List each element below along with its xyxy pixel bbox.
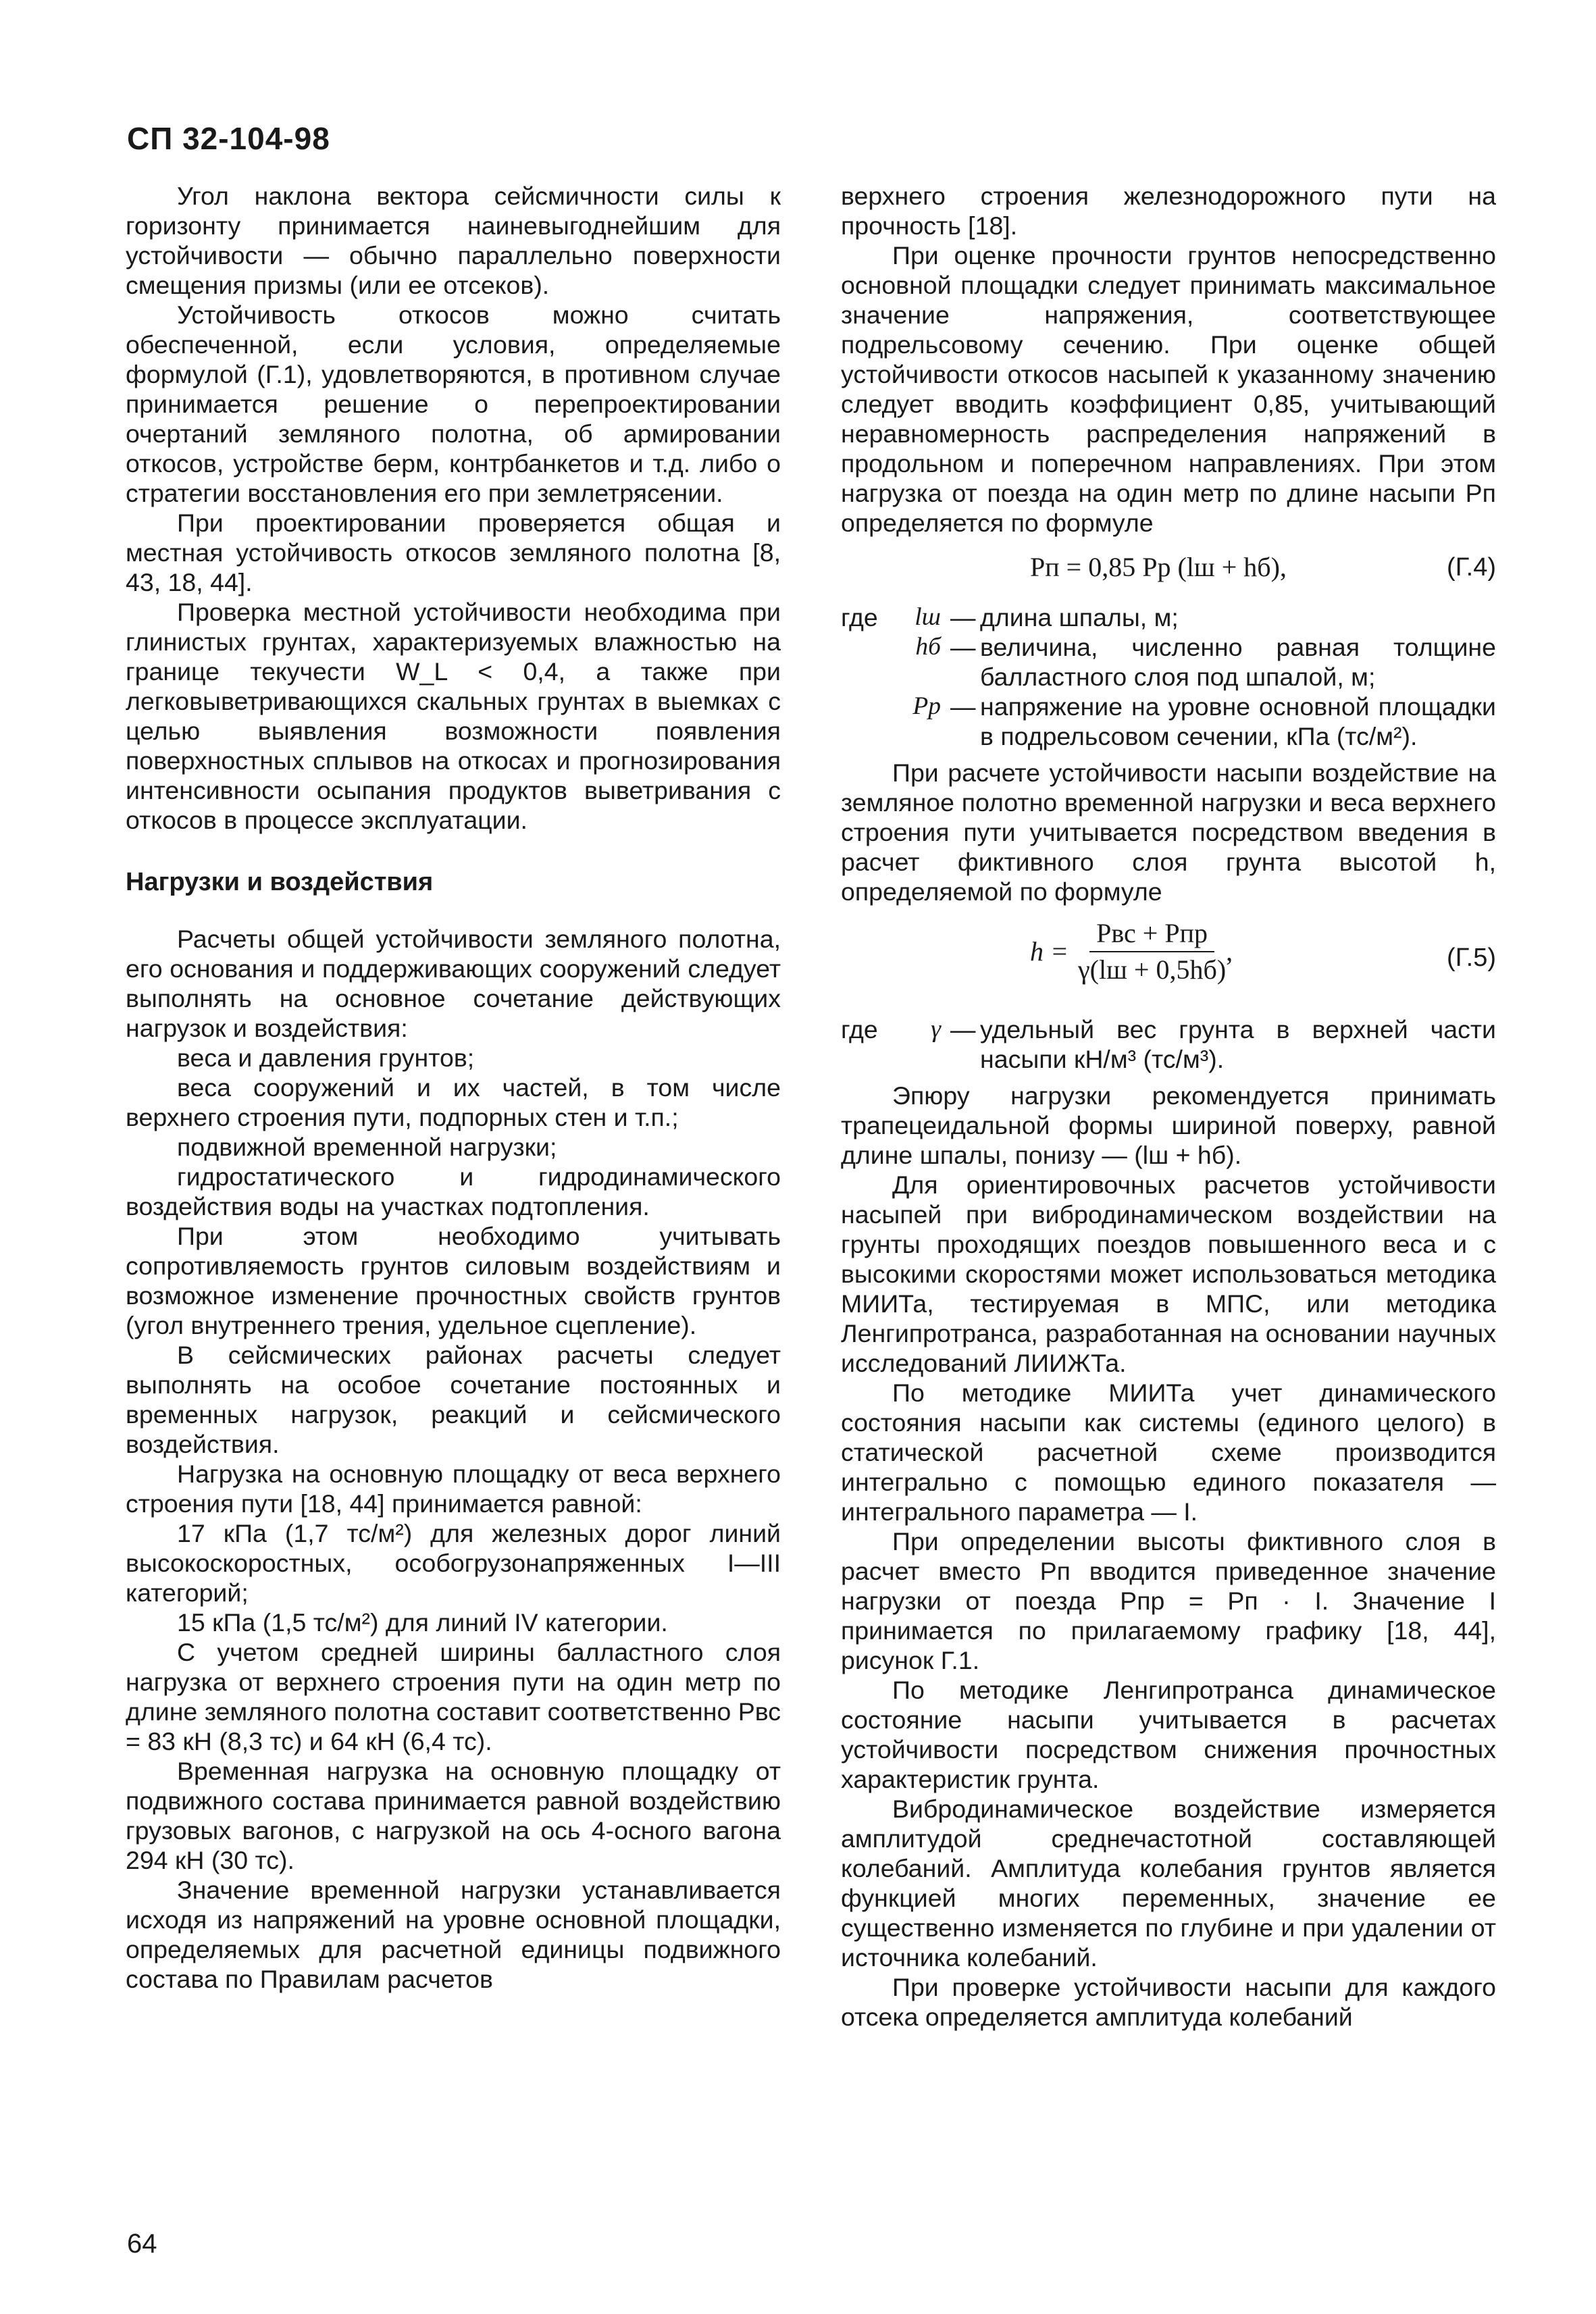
section-heading: Нагрузки и воздействия xyxy=(126,868,434,896)
list-item: 15 кПа (1,5 тс/м²) для линий IV категории. xyxy=(177,1608,668,1637)
definition-symbol: Pр xyxy=(912,692,941,720)
list-item: 17 кПа (1,7 тс/м²) для железных дорог линий высокоскоростных, особогрузонапряженных I—III категорий; xyxy=(126,1519,781,1607)
paragraph: Угол наклона вектора сейсмичности силы к горизонту принимается наиневыгоднейшим для устойчивости — обычно параллельно поверхности смещения призмы (или ее отсеков). xyxy=(126,182,781,299)
paragraph: Значение временной нагрузки устанавливается исходя из напряжений на уровне основной площадки, определяемых для расчетной единицы подвижного состава по Правилам расчетов xyxy=(126,1876,781,1993)
paragraph: В сейсмических районах расчеты следует выполнять на особое сочетание постоянных и временных нагрузок, реакций и сейсмического воздействия. xyxy=(126,1341,781,1458)
paragraph: Эпюру нагрузки рекомендуется принимать трапецеидальной формы шириной поверху, равной длине шпалы, понизу — (lш + hб). xyxy=(841,1081,1496,1169)
paragraph: По методике Ленгипротранса динамическое состояние насыпи учитывается в расчетах устойчивости посредством снижения прочностных характеристик грунта. xyxy=(841,1676,1496,1793)
formula-number: (Г.5) xyxy=(1447,944,1496,972)
paragraph: Временная нагрузка на основную площадку от подвижного состава принимается равной воздействию грузовых вагонов, с нагрузкой на ось 4-осного вагона 294 кН (30 тс). xyxy=(126,1757,781,1874)
paragraph: При расчете устойчивости насыпи воздействие на земляное полотно временной нагрузки и веса верхнего строения пути учитывается посредством введения в расчет фиктивного слоя грунта высотой h, определяемой по формуле xyxy=(841,759,1496,906)
definition-symbol: γ xyxy=(931,1015,941,1043)
definition-dash: — xyxy=(950,603,976,632)
formula-number: (Г.4) xyxy=(1447,553,1496,582)
definition-row xyxy=(841,692,1496,751)
list-item: веса сооружений и их частей, в том числе верхнего строения пути, подпорных стен и т.п.; xyxy=(126,1073,781,1131)
definition-symbol: lш xyxy=(915,603,941,631)
definition-text: удельный вес грунта в верхней части насыпи кН/м³ (тс/м³). xyxy=(980,1015,1496,1073)
formula-g4 xyxy=(841,550,1496,588)
definition-row xyxy=(841,632,1496,692)
formula-expression: Pп = 0,85 Pр (lш + hб), xyxy=(1030,552,1287,582)
fraction-numerator: Pвс + Pпр xyxy=(1089,919,1214,952)
formula-g5 xyxy=(841,919,1496,1000)
definition-dash: — xyxy=(950,633,976,661)
paragraph: При оценке прочности грунтов непосредственно основной площадки следует принимать максимальное значение напряжения, соответствующее подрельсовому сечению. При оценке общей устойчивости откосов насыпей к указанному значению следует вводить коэффициент 0,85, учитывающий неравномерность распределения напряжений в продольном и поперечном направлениях. При этом нагрузка от поезда на один метр по длине насыпи Pп определяется по формуле xyxy=(841,241,1496,537)
definition-text: напряжение на уровне основной площадки в подрельсовом сечении, кПа (тс/м²). xyxy=(980,692,1496,750)
list-item: веса и давления грунтов; xyxy=(177,1044,475,1072)
definition-row xyxy=(841,1014,1496,1074)
definition-text: величина, численно равная толщине балластного слоя под шпалой, м; xyxy=(980,633,1496,691)
definition-symbol: hб xyxy=(915,633,941,661)
formula-expression xyxy=(1030,919,1233,985)
fraction xyxy=(1078,919,1226,985)
paragraph: При определении высоты фиктивного слоя в расчет вместо Pп вводится приведенное значение нагрузки от поезда Pпр = Pп · I. Значение I принимается по прилагаемому графику [18, 44], рисунок Г.1. xyxy=(841,1527,1496,1674)
paragraph: С учетом средней ширины балластного слоя нагрузка от верхнего строения пути на один метр по длине земляного полотна составит соответственно Pвс = 83 кН (8,3 тс) и 64 кН (6,4 тс). xyxy=(126,1638,781,1755)
formula-lhs: h = xyxy=(1030,936,1069,967)
right-column xyxy=(841,181,1496,2032)
definition-text: длина шпалы, м; xyxy=(980,603,1179,632)
left-column xyxy=(126,181,781,1994)
paragraph: верхнего строения железнодорожного пути на прочность [18]. xyxy=(841,182,1496,240)
where-label: где xyxy=(841,1015,878,1044)
paragraph: Нагрузка на основную площадку от веса верхнего строения пути [18, 44] принимается равной: xyxy=(126,1460,781,1518)
list-item: гидростатического и гидродинамического воздействия воды на участках подтопления. xyxy=(126,1162,781,1220)
document-header: СП 32-104-98 xyxy=(127,121,330,156)
paragraph: По методике МИИТа учет динамического состояния насыпи как системы (единого целого) в статической расчетной схеме производится интегрально с помощью единого показателя — интегрального параметра — I. xyxy=(841,1379,1496,1526)
paragraph: При проектировании проверяется общая и местная устойчивость откосов земляного полотна [8, 43, 18, 44]. xyxy=(126,509,781,596)
where-label: где xyxy=(841,603,878,632)
list-item: подвижной временной нагрузки; xyxy=(177,1133,557,1161)
definition-row xyxy=(841,602,1496,632)
definition-dash: — xyxy=(950,692,976,721)
paragraph: Устойчивость откосов можно считать обеспеченной, если условия, определяемые формулой (Г.1), удовлетворяются, в противном случае принимается решение о перепроектировании очертаний земляного полотна, об армировании откосов, устройстве берм, контрбанкетов и т.д. либо о стратегии восстановления его при землетрясении. xyxy=(126,301,781,507)
paragraph: Для ориентировочных расчетов устойчивости насыпей при вибродинамическом воздействии на грунты проходящих поездов повышенного веса и с высокими скоростями может использоваться методика МИИТа, тестируемая в МПС, или методика Ленгипротранса, разработанная на основании научных исследований ЛИИЖТа. xyxy=(841,1171,1496,1377)
paragraph: Проверка местной устойчивости необходима при глинистых грунтах, характеризуемых влажностью на границе текучести W_L < 0,4, а также при легковыветривающихся скальных грунтах в выемках с целью выявления возможности появления поверхностных сплывов на откосах и прогнозирования интенсивности осыпания продуктов выветривания с откосов в процессе эксплуатации. xyxy=(126,598,781,834)
paragraph: При проверке устойчивости насыпи для каждого отсека определяется амплитуда колебаний xyxy=(841,1973,1496,2031)
definitions-g5 xyxy=(841,1014,1496,1074)
page-number: 64 xyxy=(127,2229,157,2259)
paragraph: Вибродинамическое воздействие измеряется амплитудой среднечастотной составляющей колебаний. Амплитуда колебания грунтов является функцией многих переменных, значение ее существенно изменяется по глубине и при удалении от источника колебаний. xyxy=(841,1795,1496,1972)
definition-dash: — xyxy=(950,1015,976,1044)
paragraph: Расчеты общей устойчивости земляного полотна, его основания и поддерживающих сооружений следует выполнять на основное сочетание действующих нагрузок и воздействия: xyxy=(126,925,781,1042)
paragraph: При этом необходимо учитывать сопротивляемость грунтов силовым воздействиям и возможное изменение прочностных свойств грунтов (угол внутреннего трения, удельное сцепление). xyxy=(126,1222,781,1339)
definitions-g4 xyxy=(841,602,1496,751)
formula-tail: , xyxy=(1226,936,1233,967)
fraction-denominator: γ(lш + 0,5hб) xyxy=(1078,954,1227,985)
